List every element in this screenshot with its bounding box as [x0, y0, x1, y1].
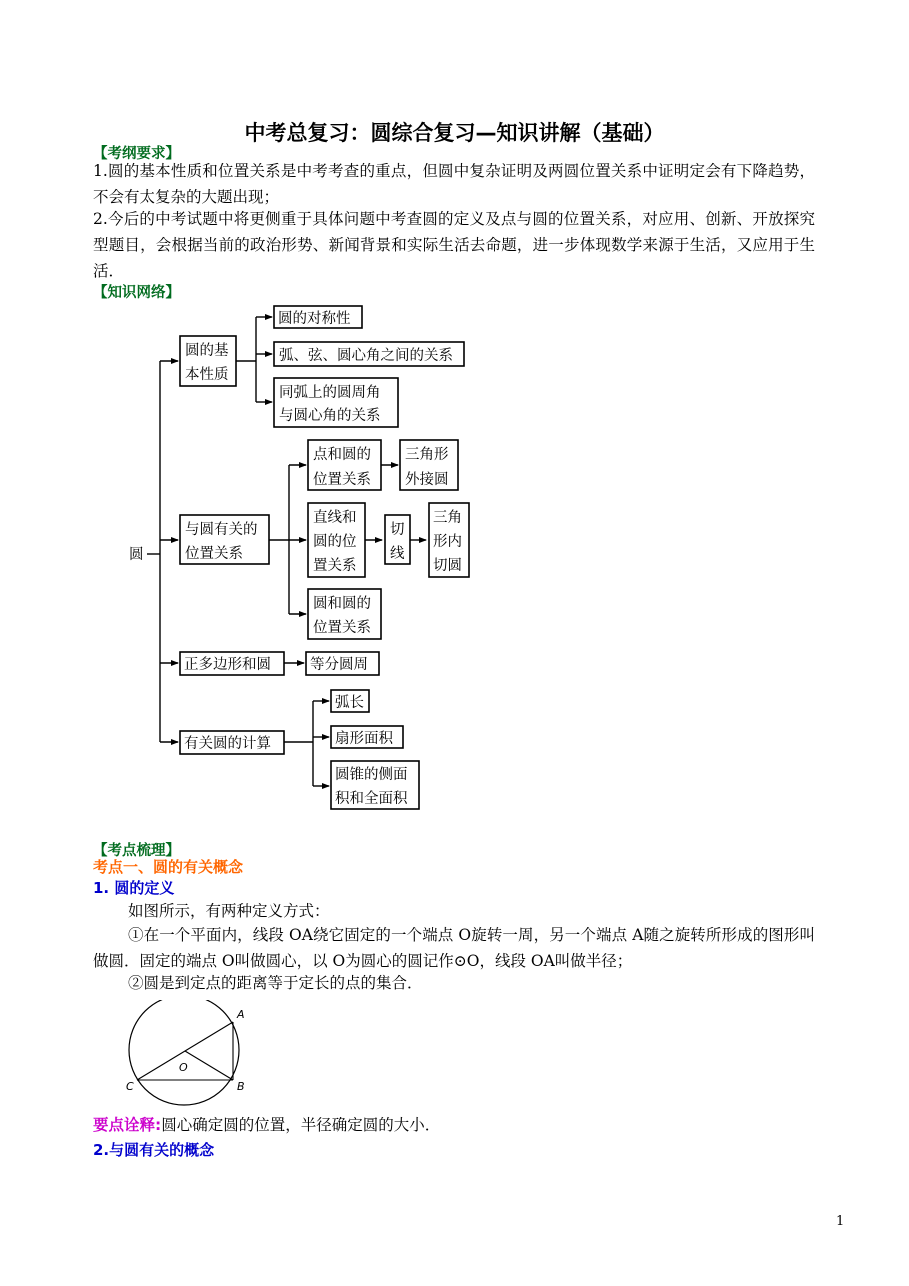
label-a: A [237, 1008, 245, 1021]
circle-circle-line2: 位置关系 [313, 620, 371, 636]
tangent-line2: 线 [390, 546, 405, 562]
arc-length-label: 弧长 [335, 695, 364, 711]
point1-subheading-definition: 1. 圆的定义 [93, 879, 175, 897]
arc-chord-label: 弧、弦、圆心角之间的关系 [279, 348, 453, 364]
definition-intro: 如图所示，有两种定义方式： [128, 902, 330, 920]
calc-label: 有关圆的计算 [184, 736, 271, 752]
cone-line1: 圆锥的侧面 [335, 767, 408, 783]
point-circle-line2: 位置关系 [313, 472, 371, 488]
line-circle-line2: 圆的位 [313, 534, 357, 550]
label-o: O [179, 1061, 188, 1074]
key-note-text: 圆心确定圆的位置，半径确定圆的大小． [161, 1116, 441, 1134]
definition-1: ①在一个平面内，线段 OA绕它固定的一个端点 O旋转一周，另一个端点 A随之旋转所形成的图形叫做圆．固定的端点 O叫做圆心，以 O为圆心的圆记作⊙O，线段 OA叫做半径； [93, 926, 815, 970]
point1-heading: 考点一、圆的有关概念 [93, 858, 244, 876]
cone-line2: 积和全面积 [335, 791, 408, 807]
line-circle-line3: 置关系 [313, 558, 357, 574]
radius-ob [185, 1051, 233, 1080]
inscribed-line1: 同弧上的圆周角 [279, 385, 381, 401]
label-b: B [237, 1080, 245, 1093]
page-number: 1 [836, 1214, 845, 1229]
circumcircle-line1: 三角形 [405, 447, 449, 463]
label-c: C [126, 1080, 134, 1093]
circumcircle-line2: 外接圆 [405, 472, 449, 488]
circle-circle-line1: 圆和圆的 [313, 596, 371, 612]
basic-nature-line2: 本性质 [185, 367, 229, 383]
network-heading: 【知识网络】 [93, 285, 180, 301]
key-note [93, 1113, 440, 1135]
definition-2: ②圆是到定点的距离等于定长的点的集合． [128, 974, 423, 992]
circle-figure [118, 1000, 268, 1110]
line-circle-line1: 直线和 [313, 510, 357, 526]
position-line2: 位置关系 [185, 546, 243, 562]
point1-subheading-concepts: 2.与圆有关的概念 [93, 1141, 215, 1159]
incircle-line1: 三角 [433, 510, 462, 526]
polygon-label: 正多边形和圆 [184, 657, 271, 673]
symmetry-label: 圆的对称性 [278, 311, 351, 327]
position-line1: 与圆有关的 [185, 522, 258, 538]
syllabus-heading: 【考纲要求】 [93, 146, 180, 162]
tangent-line1: 切 [390, 522, 405, 538]
key-note-label: 要点诠释: [93, 1116, 162, 1134]
equal-division-label: 等分圆周 [310, 657, 368, 673]
syllabus-paragraph-1: 1.圆的基本性质和位置关系是中考考查的重点，但圆中复杂证明及两圆位置关系中证明定会有下降趋势，不会有太复杂的大题出现； [93, 162, 815, 206]
page-title: 中考总复习：圆综合复习—知识讲解（基础） [244, 121, 665, 145]
incircle-line3: 切圆 [433, 558, 462, 574]
circle-outline [129, 1000, 239, 1105]
diagram-root-label: 圆 [129, 547, 144, 563]
inscribed-line2: 与圆心角的关系 [279, 408, 381, 424]
points-heading: 【考点梳理】 [93, 843, 180, 859]
incircle-line2: 形内 [433, 534, 462, 550]
sector-area-label: 扇形面积 [335, 731, 393, 747]
basic-nature-line1: 圆的基 [185, 343, 229, 359]
syllabus-paragraph-2: 2.今后的中考试题中将更侧重于具体问题中考查圆的定义及点与圆的位置关系，对应用、创新、开放探究型题目，会根据当前的政治形势、新闻背景和实际生活去命题，进一步体现数学来源于生活，又应用于生活． [93, 210, 815, 280]
point-circle-line1: 点和圆的 [313, 447, 371, 463]
